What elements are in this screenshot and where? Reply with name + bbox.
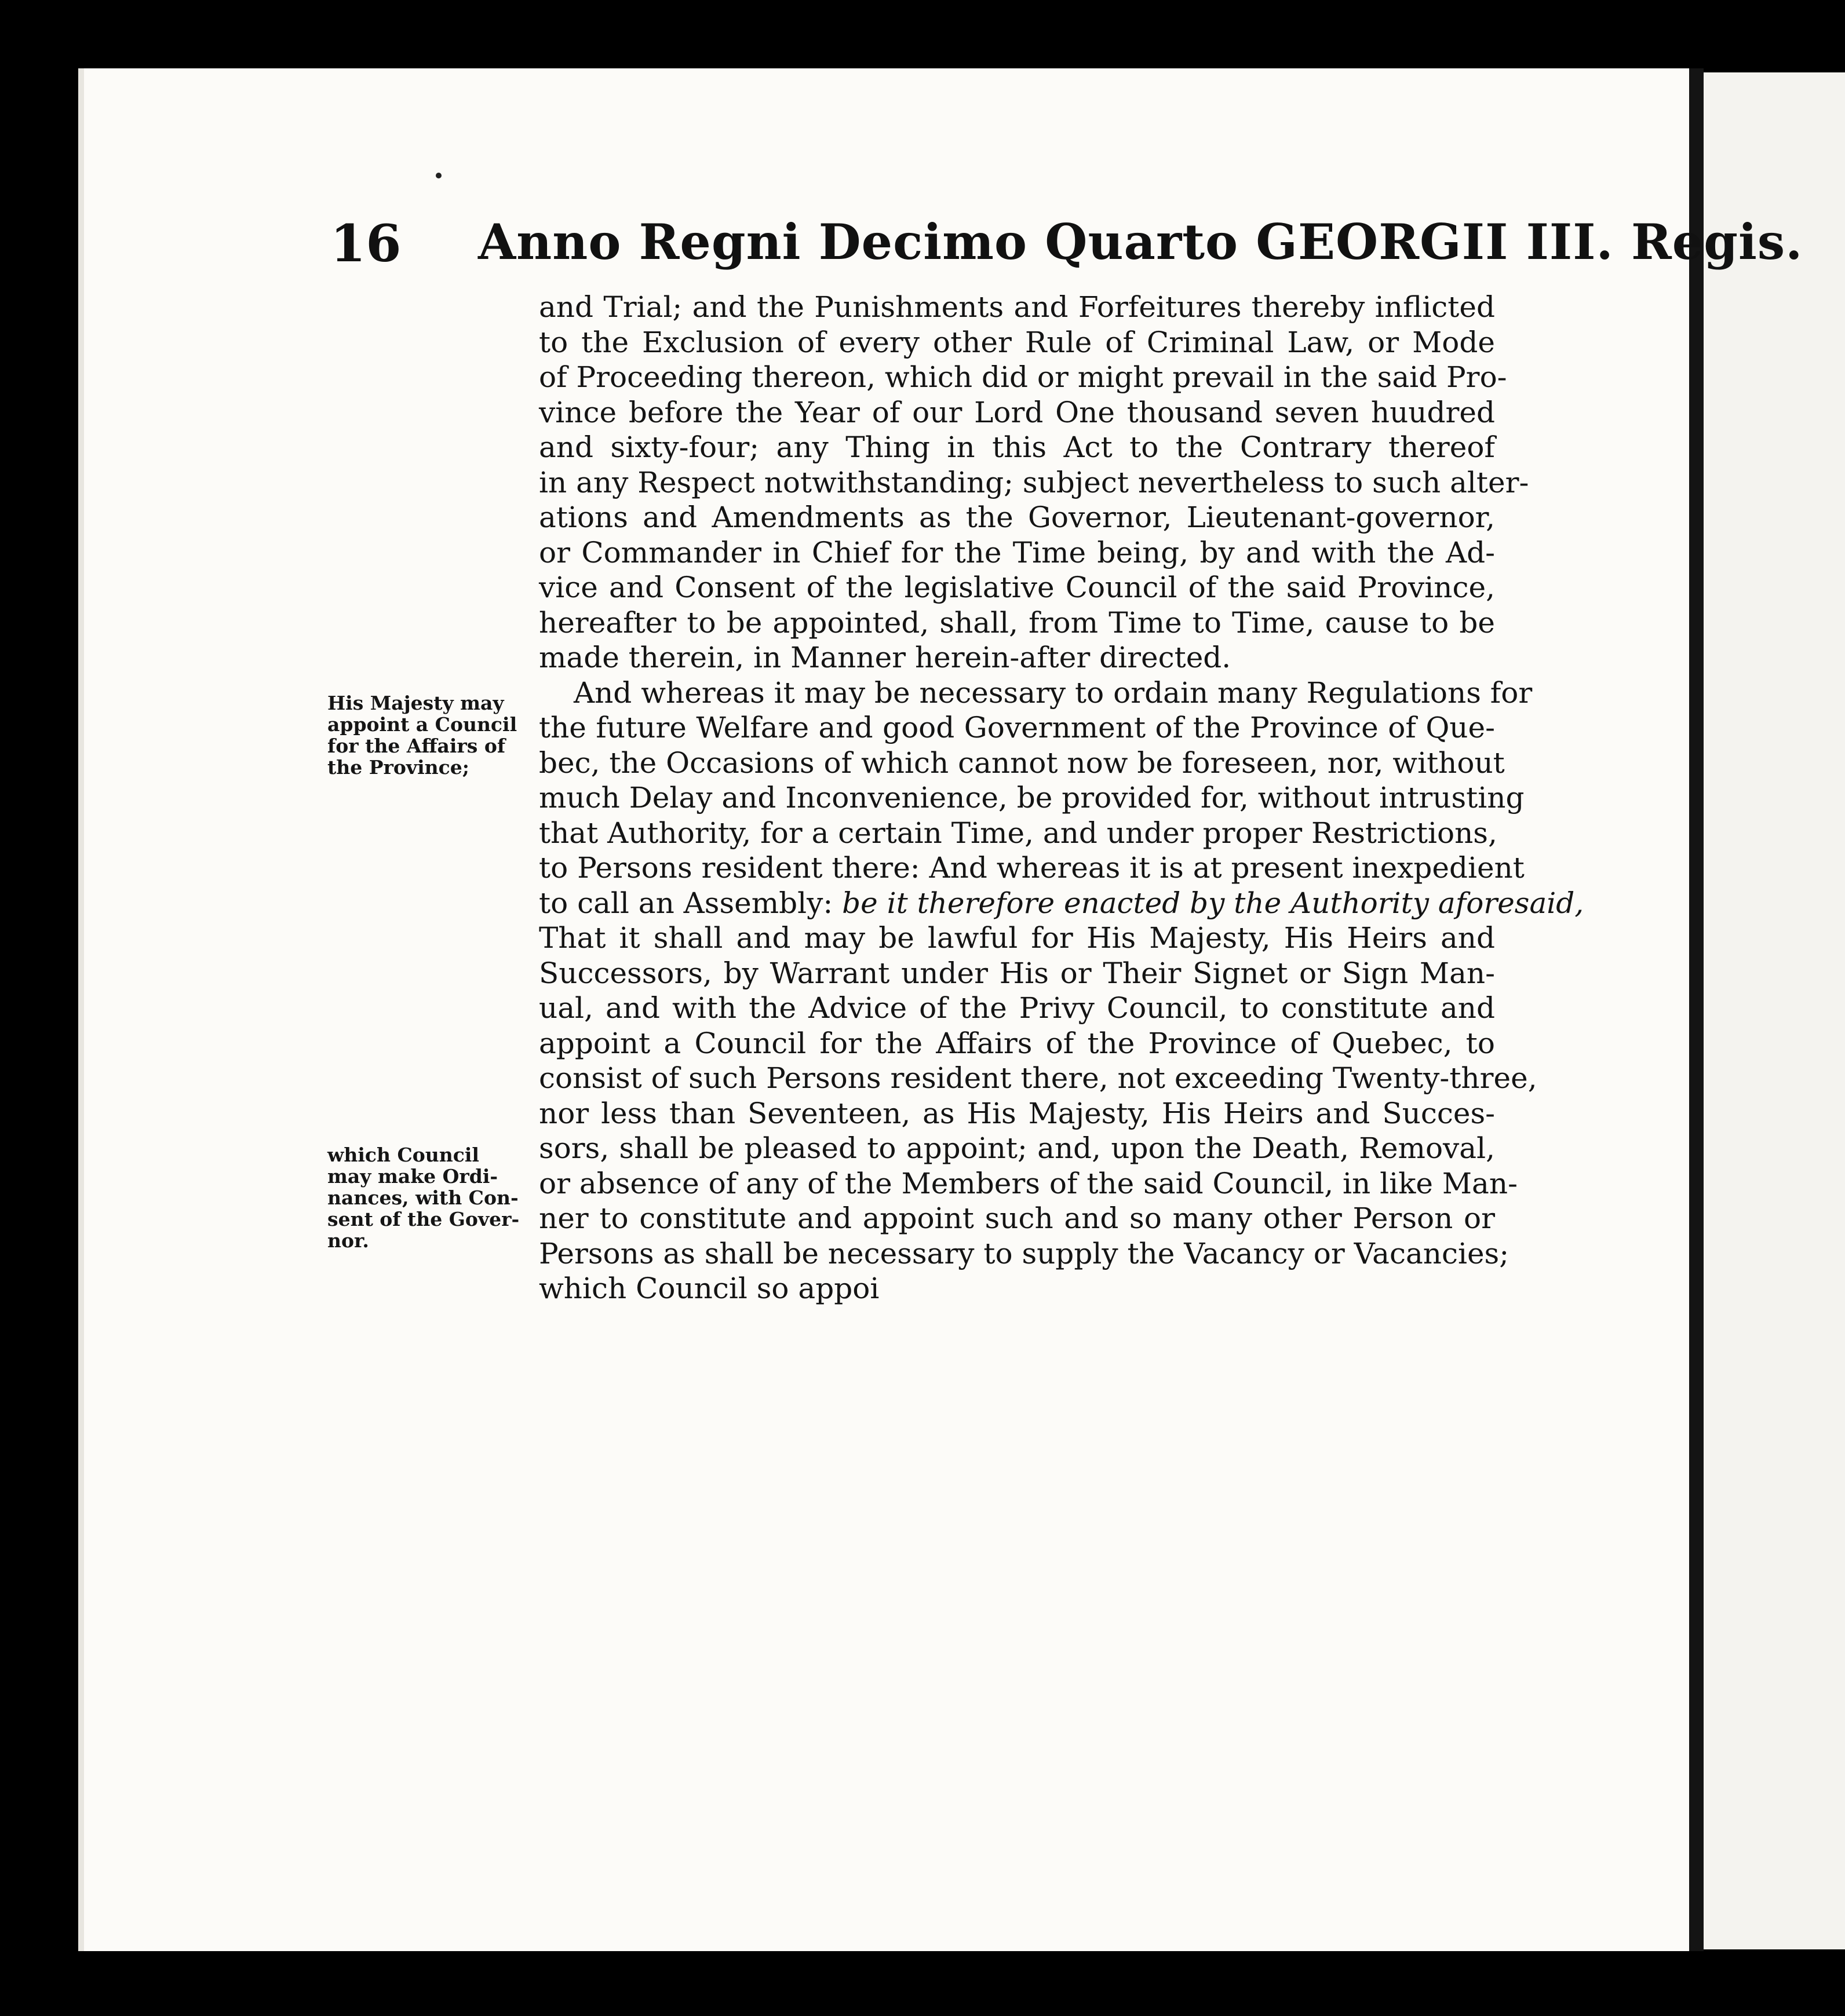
text-line: And whereas it may be necessary to ordain many Regulations for [574, 675, 1533, 710]
text-line: ner to constitute and appoint such and so many other Person or [539, 1201, 1495, 1235]
text-line: hereafter to be appointed, shall, from Time to Time, cause to be [539, 605, 1495, 640]
margin-note-line: which Council [327, 1144, 479, 1166]
text-line: bec, the Occasions of which cannot now be foreseen, nor, without [539, 746, 1505, 780]
text-line: to the Exclusion of every other Rule of Criminal Law, or Mode [539, 325, 1495, 359]
body-text [539, 290, 1584, 1306]
text-line: ations and Amendments as the Governor, Lieutenant-governor, [539, 501, 1495, 534]
text-line: vice and Consent of the legislative Council of the said Province, [539, 571, 1495, 604]
text-line: in any Respect notwithstanding; subject nevertheless to such alter- [539, 465, 1529, 499]
margin-note-line: may make Ordi- [327, 1165, 498, 1188]
gutter-shadow [1689, 68, 1704, 1951]
text-line: or Commander in Chief for the Time being, by and with the Ad- [539, 535, 1495, 569]
text-line: the future Welfare and good Government of the Province of Que- [539, 711, 1495, 744]
text-line: consist of such Persons resident there, not exceeding Twenty-three, [539, 1061, 1537, 1095]
ink-dot [436, 173, 442, 178]
facing-page [1704, 72, 1845, 1949]
text-line: to Persons resident there: And whereas it is at present inexpedient [539, 851, 1525, 885]
text-segment: to call an Assembly: [539, 886, 833, 920]
running-header [255, 213, 1803, 277]
italic-enacting-clause: be it therefore enacted by the Authority aforesaid, [842, 886, 1584, 920]
text-line: much Delay and Inconvenience, be provided for, without intrusting [539, 781, 1525, 815]
text-line-mixed [539, 886, 1584, 921]
page-number: 16 [330, 213, 402, 273]
running-title: Anno Regni Decimo Quarto GEORGII III. Regis. [478, 213, 1803, 271]
text-line: vince before the Year of our Lord One thousand seven huudred [539, 395, 1495, 429]
margin-note-line: appoint a Council [327, 713, 517, 736]
top-border [0, 0, 1845, 68]
text-line: ual, and with the Advice of the Privy Council, to constitute and [539, 991, 1495, 1025]
text-line: and sixty-four; any Thing in this Act to the Contrary thereof [539, 430, 1495, 464]
text-line: Successors, by Warrant under His or Their Signet or Sign Man- [539, 956, 1495, 990]
margin-note-line: sent of the Gover- [327, 1208, 520, 1230]
text-line: appoint a Council for the Affairs of the Province of Quebec, to [539, 1026, 1495, 1060]
margin-note-line: nor. [327, 1229, 369, 1252]
margin-note-line: for the Affairs of [327, 735, 506, 757]
margin-note-line: His Majesty may [327, 692, 504, 714]
text-line: or absence of any of the Members of the said Council, in like Man- [539, 1166, 1518, 1200]
margin-note-line: nances, with Con- [327, 1186, 519, 1209]
margin-note-ordinances [327, 1144, 527, 1251]
text-line: sors, shall be pleased to appoint; and, upon the Death, Removal, [539, 1131, 1495, 1165]
text-line: that Authority, for a certain Time, and under proper Restrictions, [539, 816, 1497, 850]
text-line: That it shall and may be lawful for His Majesty, His Heirs and [539, 921, 1495, 955]
text-line: of Proceeding thereon, which did or might prevail in the said Pro- [539, 360, 1507, 394]
catchword-line: which Council so appoi [539, 1272, 880, 1305]
text-line: and Trial; and the Punishments and Forfeitures thereby inflicted [539, 290, 1495, 324]
margin-note-line: the Province; [327, 756, 469, 779]
margin-note-council [327, 692, 527, 778]
text-line: nor less than Seventeen, as His Majesty, His Heirs and Succes- [539, 1096, 1495, 1130]
text-line: made therein, in Manner herein-after directed. [539, 641, 1231, 674]
text-line: Persons as shall be necessary to supply the Vacancy or Vacancies; [539, 1236, 1509, 1270]
